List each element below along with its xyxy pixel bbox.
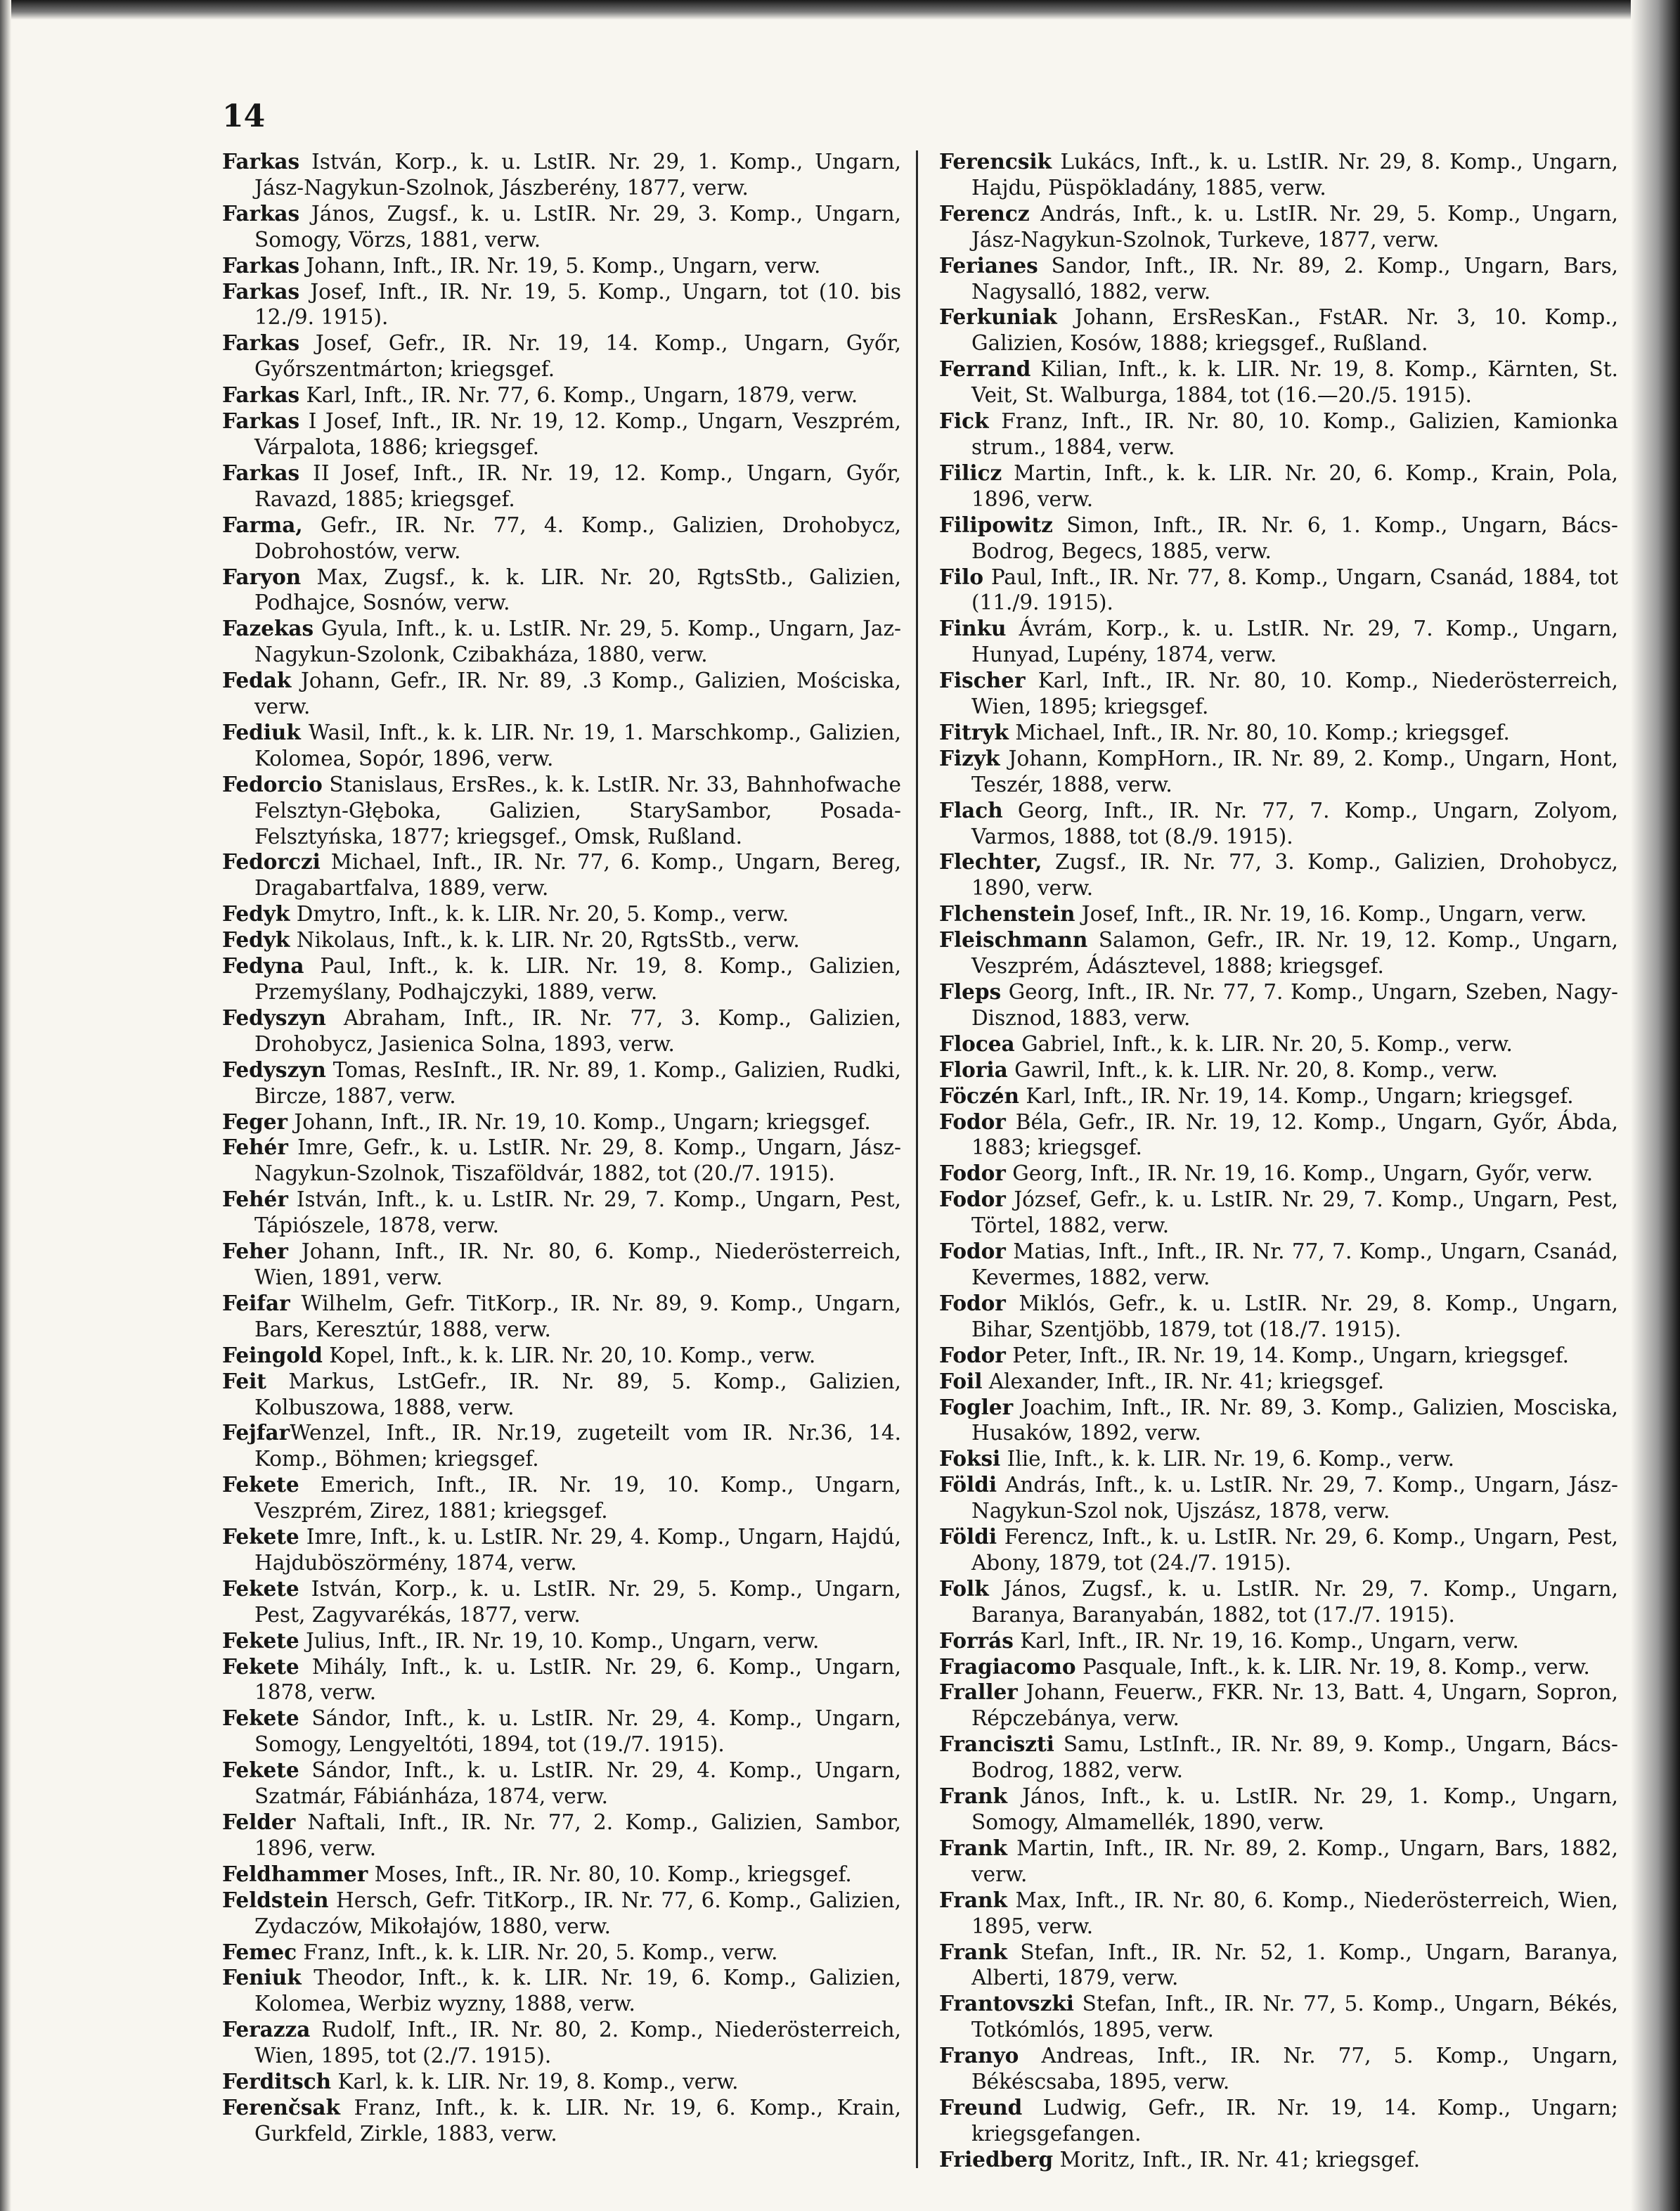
entry-surname: Finku bbox=[939, 616, 1007, 641]
entry-surname: Fodor bbox=[939, 1239, 1006, 1264]
roster-entry bbox=[222, 201, 901, 253]
roster-entry bbox=[222, 1758, 901, 1810]
entry-surname: Farkas bbox=[222, 278, 300, 304]
entry-details: Gabriel, Inft., k. k. LIR. Nr. 20, 5. Komp., verw. bbox=[1014, 1031, 1513, 1056]
entry-details: Johann, KompHorn., IR. Nr. 89, 2. Komp., Ungarn, Hont, Teszér, 1888, verw. bbox=[971, 746, 1618, 797]
entry-details: Michael, Inft., IR. Nr. 80, 10. Komp.; kriegsgef. bbox=[1008, 720, 1510, 744]
entry-details: Johann, Feuerw., FKR. Nr. 13, Batt. 4, Ungarn, Sopron, Répczebánya, verw. bbox=[971, 1680, 1618, 1731]
entry-surname: Ferazza bbox=[222, 2017, 311, 2042]
roster-entry bbox=[222, 849, 901, 901]
roster-entry bbox=[222, 772, 901, 850]
roster-entry bbox=[222, 1187, 901, 1239]
entry-details: András, Inft., k. u. LstIR. Nr. 29, 7. Komp., Ungarn, Jász-Nagykun-Szol nok, Ujszász, 1878, verw. bbox=[971, 1473, 1618, 1523]
entry-details: Tomas, ResInft., IR. Nr. 89, 1. Komp., Galizien, Rudki, Bircze, 1887, verw. bbox=[254, 1057, 901, 1108]
entry-surname: Filo bbox=[939, 564, 984, 589]
roster-entry bbox=[939, 1576, 1618, 1628]
roster-entry bbox=[939, 1628, 1618, 1654]
entry-details: Max, Inft., IR. Nr. 80, 6. Komp., Niederösterreich, Wien, 1895, verw. bbox=[971, 1888, 1618, 1938]
entry-details: Franz, Inft., IR. Nr. 80, 10. Komp., Galizien, Kamionka strum., 1884, verw. bbox=[971, 409, 1618, 459]
entry-surname: Fekete bbox=[222, 1472, 299, 1497]
roster-entry bbox=[939, 616, 1618, 668]
entry-surname: Fitryk bbox=[939, 719, 1009, 744]
entry-surname: Frank bbox=[939, 1835, 1007, 1860]
roster-entry bbox=[939, 149, 1618, 201]
roster-entry bbox=[222, 1524, 901, 1576]
entry-details: Nikolaus, Inft., k. k. LIR. Nr. 20, RgtsStb., verw. bbox=[290, 928, 800, 953]
entry-details: Peter, Inft., IR. Nr. 19, 14. Komp., Ungarn, kriegsgef. bbox=[1005, 1343, 1569, 1367]
scan-edge-left bbox=[0, 0, 11, 2211]
entry-surname: Fekete bbox=[222, 1575, 299, 1601]
entry-details: Imre, Inft., k. u. LstIR. Nr. 29, 4. Komp., Ungarn, Hajdú, Hajduböszörmény, 1874, verw. bbox=[254, 1525, 901, 1575]
roster-entry bbox=[222, 927, 901, 953]
entry-surname: Fejfar bbox=[222, 1420, 290, 1445]
roster-entry bbox=[939, 513, 1618, 565]
entry-surname: Feldhammer bbox=[222, 1861, 368, 1886]
roster-entry bbox=[939, 668, 1618, 720]
roster-entry bbox=[939, 798, 1618, 850]
roster-entry bbox=[222, 1057, 901, 1109]
roster-entry bbox=[939, 1057, 1618, 1083]
entry-surname: Farma, bbox=[222, 512, 303, 537]
entry-surname: Feingold bbox=[222, 1342, 323, 1367]
roster-entry bbox=[939, 1187, 1618, 1239]
entry-details: Johann, Inft., IR. Nr. 80, 6. Komp., Niederösterreich, Wien, 1891, verw. bbox=[254, 1239, 901, 1289]
roster-entry bbox=[939, 1291, 1618, 1343]
entry-surname: Fekete bbox=[222, 1524, 299, 1549]
entry-surname: Fick bbox=[939, 408, 989, 434]
entry-surname: Fedorcio bbox=[222, 771, 323, 797]
entry-details: András, Inft., k. u. LstIR. Nr. 29, 5. Komp., Ungarn, Jász-Nagykun-Szolnok, Turkeve, 1877, verw. bbox=[971, 201, 1618, 252]
roster-entry bbox=[222, 2017, 901, 2069]
roster-entry bbox=[222, 720, 901, 772]
roster-entry bbox=[222, 2095, 901, 2147]
entry-details: Markus, LstGefr., IR. Nr. 89, 5. Komp., Galizien, Kolbuszowa, 1888, verw. bbox=[254, 1369, 901, 1419]
entry-details: I Josef, Inft., IR. Nr. 19, 12. Komp., Ungarn, Veszprém, Várpalota, 1886; kriegsgef. bbox=[254, 409, 901, 459]
roster-entry bbox=[222, 668, 901, 720]
roster-entry bbox=[222, 1576, 901, 1628]
roster-entry bbox=[939, 1031, 1618, 1057]
roster-entry bbox=[939, 565, 1618, 617]
entry-surname: Folk bbox=[939, 1575, 989, 1601]
roster-entry bbox=[939, 2147, 1618, 2173]
scan-edge-right bbox=[1631, 0, 1680, 2211]
entry-surname: Frank bbox=[939, 1784, 1007, 1809]
column-divider bbox=[916, 150, 918, 2168]
entry-surname: Filipowitz bbox=[939, 512, 1053, 537]
entry-surname: Forrás bbox=[939, 1627, 1014, 1653]
entry-surname: Felder bbox=[222, 1810, 296, 1834]
entry-details: Wenzel, Inft., IR. Nr.19, zugeteilt vom IR. Nr.36, 14. Komp., Böhmen; kriegsgef. bbox=[254, 1421, 901, 1471]
roster-entry bbox=[222, 2069, 901, 2095]
roster-entry bbox=[939, 1083, 1618, 1109]
roster-entry bbox=[939, 2095, 1618, 2147]
entry-details: Imre, Gefr., k. u. LstIR. Nr. 29, 8. Komp., Ungarn, Jász-Nagykun-Szolnok, Tiszaföldvár, 1882, tot (20./7. 1915). bbox=[254, 1135, 901, 1186]
entry-surname: Frank bbox=[939, 1939, 1007, 1964]
entry-details: Josef, Inft., IR. Nr. 19, 5. Komp., Ungarn, tot (10. bis 12./9. 1915). bbox=[254, 279, 901, 330]
entry-details: Zugsf., IR. Nr. 77, 3. Komp., Galizien, Drohobycz, 1890, verw. bbox=[971, 850, 1618, 901]
page-number: 14 bbox=[222, 98, 266, 134]
entry-details: Matias, Inft., Inft., IR. Nr. 77, 7. Komp., Ungarn, Csanád, Kevermes, 1882, verw. bbox=[971, 1239, 1618, 1289]
entry-details: Theodor, Inft., k. k. LIR. Nr. 19, 6. Komp., Galizien, Kolomea, Werbiz wyzny, 1888, verw. bbox=[254, 1966, 901, 2016]
entry-details: Martin, Inft., k. k. LIR. Nr. 20, 6. Komp., Krain, Pola, 1896, verw. bbox=[971, 460, 1618, 511]
entry-details: Naftali, Inft., IR. Nr. 77, 2. Komp., Galizien, Sambor, 1896, verw. bbox=[254, 1810, 901, 1860]
entry-surname: Fekete bbox=[222, 1758, 299, 1783]
roster-entry bbox=[222, 1706, 901, 1758]
entry-surname: Ferenčsak bbox=[222, 2094, 340, 2120]
entry-details: Lukács, Inft., k. u. LstIR. Nr. 29, 8. Komp., Ungarn, Hajdu, Püspökladány, 1885, verw. bbox=[971, 150, 1618, 200]
roster-entry bbox=[939, 1836, 1618, 1888]
entry-surname: Faryon bbox=[222, 564, 302, 589]
entry-surname: Ferditsch bbox=[222, 2069, 332, 2094]
roster-entry bbox=[939, 1654, 1618, 1680]
entry-surname: Freund bbox=[939, 2094, 1023, 2120]
entry-surname: Fazekas bbox=[222, 616, 314, 641]
roster-entry bbox=[939, 1395, 1618, 1447]
entry-details: Georg, Inft., IR. Nr. 77, 7. Komp., Ungarn, Zolyom, Varmos, 1888, tot (8./9. 1915). bbox=[971, 798, 1618, 849]
entry-details: Moritz, Inft., IR. Nr. 41; kriegsgef. bbox=[1053, 2147, 1421, 2172]
roster-entry bbox=[222, 1343, 901, 1369]
entry-surname: Fleischmann bbox=[939, 927, 1088, 953]
entry-details: Stanislaus, ErsRes., k. k. LstIR. Nr. 33, Bahnhofwache Felsztyn-Głęboka, Galizien, StarySambor, Posada-Felsztyńska, 1877; kriegsgef., Omsk, Rußland. bbox=[254, 772, 901, 849]
roster-entry bbox=[939, 1888, 1618, 1940]
entry-surname: Fleps bbox=[939, 979, 1002, 1004]
roster-entry bbox=[939, 2043, 1618, 2095]
entry-surname: Flechter, bbox=[939, 849, 1042, 875]
entry-details: János, Zugsf., k. u. LstIR. Nr. 29, 7. Komp., Ungarn, Baranya, Baranyabán, 1882, tot (17./7. 1915). bbox=[971, 1576, 1618, 1627]
entry-surname: Fraller bbox=[939, 1680, 1018, 1705]
roster-entry bbox=[939, 1446, 1618, 1472]
entry-details: István, Korp., k. u. LstIR. Nr. 29, 1. Komp., Ungarn, Jász-Nagykun-Szolnok, Jászberény, 1877, verw. bbox=[254, 150, 901, 200]
entry-details: Johann, Inft., IR. Nr. 19, 10. Komp., Ungarn; kriegsgef. bbox=[287, 1109, 871, 1134]
roster-entry bbox=[939, 849, 1618, 901]
entry-surname: Föczén bbox=[939, 1083, 1019, 1108]
entry-surname: Fodor bbox=[939, 1161, 1006, 1186]
entry-details: Sándor, Inft., k. u. LstIR. Nr. 29, 4. Komp., Ungarn, Somogy, Lengyeltóti, 1894, tot (19./7. 1915). bbox=[254, 1706, 901, 1757]
roster-entry bbox=[939, 1161, 1618, 1187]
roster-entry bbox=[939, 1343, 1618, 1369]
entry-details: Georg, Inft., IR. Nr. 77, 7. Komp., Ungarn, Szeben, Nagy-Disznod, 1883, verw. bbox=[971, 980, 1618, 1030]
entry-details: Gyula, Inft., k. u. LstIR. Nr. 29, 5. Komp., Ungarn, Jaz-Nagykun-Szolonk, Czibakháza, 1880, verw. bbox=[254, 617, 901, 667]
roster-entry bbox=[222, 1888, 901, 1940]
entry-details: Abraham, Inft., IR. Nr. 77, 3. Komp., Galizien, Drohobycz, Jasienica Solna, 1893, verw. bbox=[254, 1005, 901, 1056]
roster-entry bbox=[939, 720, 1618, 746]
roster-entry bbox=[222, 1005, 901, 1057]
entry-details: Dmytro, Inft., k. k. LIR. Nr. 20, 5. Komp., verw. bbox=[290, 902, 789, 927]
entry-details: Mihály, Inft., k. u. LstIR. Nr. 29, 6. Komp., Ungarn, 1878, verw. bbox=[254, 1654, 901, 1705]
entry-surname: Földi bbox=[939, 1472, 997, 1497]
entry-surname: Femec bbox=[222, 1939, 297, 1964]
roster-entry bbox=[222, 901, 901, 927]
entry-surname: Fedak bbox=[222, 668, 292, 693]
entry-surname: Ferencsik bbox=[939, 149, 1052, 174]
right-column bbox=[939, 149, 1618, 2173]
roster-entry bbox=[222, 1965, 901, 2017]
entry-surname: Feher bbox=[222, 1239, 288, 1264]
entry-surname: Feldstein bbox=[222, 1887, 329, 1912]
entry-surname: Földi bbox=[939, 1524, 997, 1549]
roster-entry bbox=[222, 460, 901, 513]
roster-entry bbox=[939, 1940, 1618, 1992]
entry-surname: Foil bbox=[939, 1368, 983, 1393]
entry-surname: Fedyszyn bbox=[222, 1005, 326, 1030]
entry-surname: Feniuk bbox=[222, 1965, 302, 1990]
entry-details: Gawril, Inft., k. k. LIR. Nr. 20, 8. Komp., verw. bbox=[1007, 1057, 1498, 1082]
roster-entry bbox=[939, 1680, 1618, 1732]
entry-surname: Fedyszyn bbox=[222, 1057, 326, 1082]
entry-details: Gefr., IR. Nr. 77, 4. Komp., Galizien, Drohobycz, Dobrohostów, verw. bbox=[254, 513, 901, 563]
entry-surname: Ferianes bbox=[939, 252, 1038, 278]
roster-entry bbox=[222, 1135, 901, 1187]
entry-details: Béla, Gefr., IR. Nr. 19, 12. Komp., Ungarn, Győr, Ábda, 1883; kriegsgef. bbox=[971, 1109, 1618, 1160]
roster-entry bbox=[939, 1991, 1618, 2043]
entry-surname: Farkas bbox=[222, 330, 300, 356]
entry-surname: Farkas bbox=[222, 382, 300, 408]
entry-surname: Flach bbox=[939, 797, 1003, 823]
entry-details: Karl, Inft., IR. Nr. 19, 16. Komp., Ungarn, verw. bbox=[1013, 1628, 1519, 1653]
entry-details: Martin, Inft., IR. Nr. 89, 2. Komp., Ungarn, Bars, 1882, verw. bbox=[971, 1836, 1618, 1886]
entry-details: Simon, Inft., IR. Nr. 6, 1. Komp., Ungarn, Bács-Bodrog, Begecs, 1885, verw. bbox=[971, 513, 1618, 563]
entry-surname: Franyo bbox=[939, 2043, 1019, 2068]
entry-details: Karl, k. k. LIR. Nr. 19, 8. Komp., verw. bbox=[331, 2070, 739, 2094]
roster-entry bbox=[939, 1732, 1618, 1784]
roster-entry bbox=[939, 979, 1618, 1031]
entry-surname: Farkas bbox=[222, 252, 300, 278]
roster-entry bbox=[222, 1810, 901, 1862]
roster-entry bbox=[939, 1109, 1618, 1161]
entry-details: Andreas, Inft., IR. Nr. 77, 5. Komp., Ungarn, Békéscsaba, 1895, verw. bbox=[971, 2044, 1618, 2094]
roster-entry bbox=[222, 253, 901, 279]
entry-surname: Fediuk bbox=[222, 719, 301, 744]
roster-entry bbox=[222, 330, 901, 382]
entry-surname: Foksi bbox=[939, 1446, 1001, 1471]
entry-surname: Fedorczi bbox=[222, 849, 321, 875]
entry-surname: Farkas bbox=[222, 200, 300, 226]
roster-entry bbox=[222, 1291, 901, 1343]
entry-details: István, Inft., k. u. LstIR. Nr. 29, 7. Komp., Ungarn, Pest, Tápiószele, 1878, verw. bbox=[254, 1187, 901, 1238]
entry-surname: Frantovszki bbox=[939, 1991, 1074, 2016]
roster-entry bbox=[222, 1862, 901, 1888]
entry-details: Joachim, Inft., IR. Nr. 89, 3. Komp., Galizien, Mosciska, Husaków, 1892, verw. bbox=[971, 1395, 1618, 1445]
roster-entry bbox=[222, 513, 901, 565]
roster-entry bbox=[222, 1109, 901, 1135]
roster-entry bbox=[222, 953, 901, 1005]
entry-details: Sandor, Inft., IR. Nr. 89, 2. Komp., Ungarn, Bars, Nagysalló, 1882, verw. bbox=[971, 253, 1618, 304]
entry-details: Karl, Inft., IR. Nr. 19, 14. Komp., Ungarn; kriegsgef. bbox=[1019, 1083, 1574, 1108]
roster-entry bbox=[939, 408, 1618, 460]
roster-entry bbox=[222, 149, 901, 201]
roster-entry bbox=[939, 304, 1618, 356]
roster-entry bbox=[939, 1239, 1618, 1291]
entry-surname: Ferencz bbox=[939, 200, 1030, 226]
entry-surname: Fekete bbox=[222, 1706, 299, 1731]
roster-entry bbox=[939, 1472, 1618, 1524]
entry-surname: Frank bbox=[939, 1887, 1007, 1912]
roster-entry bbox=[939, 1524, 1618, 1576]
entry-surname: Fogler bbox=[939, 1394, 1014, 1419]
roster-entry bbox=[222, 1628, 901, 1654]
entry-details: Franz, Inft., k. k. LIR. Nr. 19, 6. Komp., Krain, Gurkfeld, Zirkle, 1883, verw. bbox=[254, 2095, 901, 2146]
roster-entry bbox=[222, 279, 901, 331]
entry-details: Ferencz, Inft., k. u. LstIR. Nr. 29, 6. Komp., Ungarn, Pest, Abony, 1879, tot (24./7. 1915). bbox=[971, 1525, 1618, 1575]
roster-entry bbox=[939, 253, 1618, 305]
entry-details: Kopel, Inft., k. k. LIR. Nr. 20, 10. Komp., verw. bbox=[322, 1343, 816, 1367]
entry-details: Wasil, Inft., k. k. LIR. Nr. 19, 1. Marschkomp., Galizien, Kolomea, Sopór, 1896, verw. bbox=[254, 720, 901, 771]
entry-surname: Flchenstein bbox=[939, 901, 1075, 927]
entry-details: Samu, LstInft., IR. Nr. 89, 9. Komp., Ungarn, Bács-Bodrog, 1882, verw. bbox=[971, 1732, 1618, 1783]
entry-surname: Feifar bbox=[222, 1290, 290, 1315]
entry-details: János, Zugsf., k. u. LstIR. Nr. 29, 3. Komp., Ungarn, Somogy, Vörzs, 1881, verw. bbox=[254, 201, 901, 252]
left-column bbox=[222, 149, 901, 2147]
entry-details: Johann, Gefr., IR. Nr. 89, .3 Komp., Galizien, Mościska, verw. bbox=[254, 669, 901, 719]
entry-surname: Fehér bbox=[222, 1135, 288, 1160]
entry-surname: Fedyna bbox=[222, 953, 304, 979]
entry-surname: Fekete bbox=[222, 1627, 299, 1653]
entry-details: Miklós, Gefr., k. u. LstIR. Nr. 29, 8. Komp., Ungarn, Bihar, Szentjöbb, 1879, tot (18./7. 1915). bbox=[971, 1291, 1618, 1341]
entry-surname: Fragiacomo bbox=[939, 1654, 1076, 1679]
roster-entry bbox=[222, 1420, 901, 1472]
entry-surname: Fodor bbox=[939, 1187, 1006, 1212]
entry-details: József, Gefr., k. u. LstIR. Nr. 29, 7. Komp., Ungarn, Pest, Törtel, 1882, verw. bbox=[971, 1187, 1618, 1238]
roster-entry bbox=[939, 1369, 1618, 1395]
entry-surname: Filicz bbox=[939, 460, 1002, 485]
entry-details: Josef, Gefr., IR. Nr. 19, 14. Komp., Ungarn, Győr, Győrszentmárton; kriegsgef. bbox=[254, 331, 901, 382]
entry-details: Sándor, Inft., k. u. LstIR. Nr. 29, 4. Komp., Ungarn, Szatmár, Fábiánháza, 1874, verw. bbox=[254, 1758, 901, 1809]
roster-entry bbox=[222, 1369, 901, 1421]
entry-details: István, Korp., k. u. LstIR. Nr. 29, 5. Komp., Ungarn, Pest, Zagyvarékás, 1877, verw. bbox=[254, 1576, 901, 1627]
roster-entry bbox=[939, 927, 1618, 979]
roster-entry bbox=[222, 408, 901, 460]
entry-surname: Fodor bbox=[939, 1342, 1006, 1367]
entry-surname: Flocea bbox=[939, 1031, 1015, 1056]
entry-surname: Fedyk bbox=[222, 927, 290, 953]
entry-surname: Fodor bbox=[939, 1109, 1006, 1134]
entry-details: Josef, Inft., IR. Nr. 19, 16. Komp., Ungarn, verw. bbox=[1075, 902, 1587, 927]
entry-surname: Ferkuniak bbox=[939, 304, 1057, 330]
roster-entry bbox=[939, 746, 1618, 798]
entry-surname: Fodor bbox=[939, 1290, 1006, 1315]
roster-entry bbox=[222, 616, 901, 668]
entry-details: Karl, Inft., IR. Nr. 80, 10. Komp., Niederösterreich, Wien, 1895; kriegsgef. bbox=[971, 669, 1618, 719]
entry-surname: Fehér bbox=[222, 1187, 288, 1212]
entry-details: Johann, ErsResKan., FstAR. Nr. 3, 10. Komp., Galizien, Kosów, 1888; kriegsgef., Rußland. bbox=[971, 305, 1618, 356]
entry-details: II Josef, Inft., IR. Nr. 19, 12. Komp., Ungarn, Győr, Ravazd, 1885; kriegsgef. bbox=[254, 460, 901, 511]
entry-surname: Feit bbox=[222, 1368, 266, 1393]
entry-surname: Fekete bbox=[222, 1654, 299, 1679]
entry-details: Paul, Inft., IR. Nr. 77, 8. Komp., Ungarn, Csanád, 1884, tot (11./9. 1915). bbox=[971, 565, 1618, 615]
entry-details: Ludwig, Gefr., IR. Nr. 19, 14. Komp., Ungarn; kriegsgefangen. bbox=[971, 2095, 1618, 2146]
entry-details: Salamon, Gefr., IR. Nr. 19, 12. Komp., Ungarn, Veszprém, Ádásztevel, 1888; kriegsgef. bbox=[971, 928, 1618, 979]
entry-surname: Fischer bbox=[939, 668, 1026, 693]
roster-entry bbox=[939, 201, 1618, 253]
entry-details: Michael, Inft., IR. Nr. 77, 6. Komp., Ungarn, Bereg, Dragabartfalva, 1889, verw. bbox=[254, 850, 901, 901]
entry-details: Rudolf, Inft., IR. Nr. 80, 2. Komp., Niederösterreich, Wien, 1895, tot (2./7. 1915). bbox=[254, 2018, 901, 2068]
entry-surname: Farkas bbox=[222, 408, 300, 434]
entry-details: Kilian, Inft., k. k. LIR. Nr. 19, 8. Komp., Kärnten, St. Veit, St. Walburga, 1884, tot (16.—20./5. 1915). bbox=[971, 357, 1618, 408]
entry-details: Emerich, Inft., IR. Nr. 19, 10. Komp., Ungarn, Veszprém, Zirez, 1881; kriegsgef. bbox=[254, 1473, 901, 1523]
entry-surname: Franciszti bbox=[939, 1732, 1054, 1757]
entry-surname: Friedberg bbox=[939, 2146, 1054, 2172]
roster-entry bbox=[222, 382, 901, 408]
entry-details: Pasquale, Inft., k. k. LIR. Nr. 19, 8. Komp., verw. bbox=[1075, 1654, 1590, 1679]
roster-entry bbox=[222, 1940, 901, 1966]
scan-edge-top bbox=[0, 0, 1680, 20]
entry-details: Stefan, Inft., IR. Nr. 77, 5. Komp., Ungarn, Békés, Totkómlós, 1895, verw. bbox=[971, 1992, 1618, 2042]
entry-details: Ávrám, Korp., k. u. LstIR. Nr. 29, 7. Komp., Ungarn, Hunyad, Lupény, 1874, verw. bbox=[971, 617, 1618, 667]
roster-entry bbox=[222, 565, 901, 617]
entry-details: Alexander, Inft., IR. Nr. 41; kriegsgef. bbox=[982, 1369, 1385, 1393]
roster-entry bbox=[222, 1654, 901, 1706]
entry-details: Wilhelm, Gefr. TitKorp., IR. Nr. 89, 9. Komp., Ungarn, Bars, Keresztúr, 1888, verw. bbox=[254, 1291, 901, 1341]
entry-details: Georg, Inft., IR. Nr. 19, 16. Komp., Ungarn, Győr, verw. bbox=[1005, 1161, 1594, 1186]
roster-entry bbox=[222, 1472, 901, 1524]
entry-details: Karl, Inft., IR. Nr. 77, 6. Komp., Ungarn, 1879, verw. bbox=[299, 383, 858, 408]
entry-details: Johann, Inft., IR. Nr. 19, 5. Komp., Ungarn, verw. bbox=[299, 253, 821, 278]
roster-entry bbox=[222, 1239, 901, 1291]
entry-details: Max, Zugsf., k. k. LIR. Nr. 20, RgtsStb., Galizien, Podhajce, Sosnów, verw. bbox=[254, 565, 901, 615]
entry-details: Franz, Inft., k. k. LIR. Nr. 20, 5. Komp., verw. bbox=[297, 1940, 778, 1964]
entry-details: Ilie, Inft., k. k. LIR. Nr. 19, 6. Komp., verw. bbox=[1000, 1447, 1454, 1471]
entry-details: Stefan, Inft., IR. Nr. 52, 1. Komp., Ungarn, Baranya, Alberti, 1879, verw. bbox=[971, 1940, 1618, 1990]
entry-details: Hersch, Gefr. TitKorp., IR. Nr. 77, 6. Komp., Galizien, Zydaczów, Mikołajów, 1880, verw. bbox=[254, 1888, 901, 1938]
entry-surname: Fedyk bbox=[222, 901, 290, 927]
roster-entry bbox=[939, 460, 1618, 513]
entry-surname: Ferrand bbox=[939, 356, 1031, 382]
entry-details: Paul, Inft., k. k. LIR. Nr. 19, 8. Komp., Galizien, Przemyślany, Podhajczyki, 1889, verw. bbox=[254, 954, 901, 1004]
entry-details: Julius, Inft., IR. Nr. 19, 10. Komp., Ungarn, verw. bbox=[299, 1628, 820, 1653]
entry-surname: Farkas bbox=[222, 460, 300, 485]
entry-details: Moses, Inft., IR. Nr. 80, 10. Komp., kriegsgef. bbox=[368, 1862, 852, 1886]
entry-surname: Feger bbox=[222, 1109, 288, 1134]
roster-entry bbox=[939, 901, 1618, 927]
entry-details: János, Inft., k. u. LstIR. Nr. 29, 1. Komp., Ungarn, Somogy, Almamellék, 1890, verw. bbox=[971, 1784, 1618, 1834]
entry-surname: Fizyk bbox=[939, 745, 1000, 771]
entry-surname: Floria bbox=[939, 1057, 1008, 1082]
roster-entry bbox=[939, 1784, 1618, 1836]
roster-entry bbox=[939, 356, 1618, 408]
entry-surname: Farkas bbox=[222, 149, 300, 174]
